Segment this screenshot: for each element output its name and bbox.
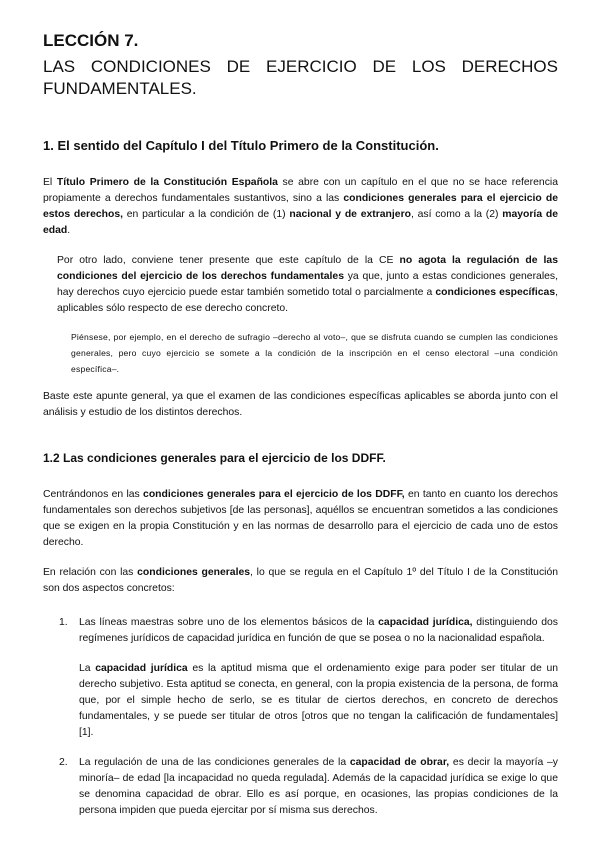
list-item-number: 2. — [59, 757, 68, 768]
conditions-list — [43, 615, 558, 819]
lesson-title: LAS CONDICIONES DE EJERCICIO DE LOS DERECHOS FUNDAMENTALES. — [43, 57, 558, 98]
lesson-number: LECCIÓN 7. — [43, 31, 139, 50]
list-item — [43, 755, 558, 819]
list-item-number: 1. — [59, 617, 68, 628]
section-1-heading: 1. El sentido del Capítulo I del Título Primero de la Constitución. — [43, 138, 439, 153]
list-item-text: Las líneas maestras sobre uno de los elementos básicos de la capacidad jurídica, distinguiendo dos regímenes jurídicos de capacidad jurídica en función de que se posea o no la nacionalidad española. — [79, 617, 558, 644]
section-1-example-note: Piénsese, por ejemplo, en el derecho de sufragio –derecho al voto–, que se disfruta cuando se cumplen las condiciones generales, pero cuyo ejercicio se somete a la condición de la inscripción en el censo electoral –una condición específica–. — [71, 332, 558, 374]
list-item-text: La regulación de una de las condiciones generales de la capacidad de obrar, es decir la mayoría –y minoría– de edad [la incapacidad no queda regulada]. Además de la capacidad jurídica se exige lo que se denomina capacidad de obrar. Ello es así porque, en ocasiones, las propias condiciones de la persona impiden que pueda ejercitar por sí misma sus derechos. — [79, 757, 558, 816]
section-2-heading: 1.2 Las condiciones generales para el ejercicio de los DDFF. — [43, 451, 386, 465]
section-1-paragraph-2: Por otro lado, conviene tener presente que este capítulo de la CE no agota la regulación de las condiciones del ejercicio de los derechos fundamentales ya que, junto a estas condiciones generales, hay derechos cuyo ejercicio puede estar también sometido total o parcialmente a condiciones específicas, aplicables sólo respecto de ese derecho concreto. — [57, 255, 558, 314]
section-1-paragraph-1: El Título Primero de la Constitución Española se abre con un capítulo en el que no se hace referencia propiamente a derechos fundamentales sustantivos, sino a las condiciones generales para el ejercicio de estos derechos, en particular a la condición de (1) nacional y de extranjero, así como a la (2) mayoría de edad. — [43, 177, 558, 236]
section-1-paragraph-3: Baste este apunte general, ya que el examen de las condiciones específicas aplicables se aborda junto con el análisis y estudio de los distintos derechos. — [43, 391, 558, 418]
section-2-paragraph-2: En relación con las condiciones generales, lo que se regula en el Capítulo 1º del Título I de la Constitución son dos aspectos concretos: — [43, 567, 559, 594]
list-item — [43, 615, 558, 741]
section-2-paragraph-1: Centrándonos en las condiciones generales para el ejercicio de los DDFF, en tanto en cuanto los derechos fundamentales son derechos subjetivos [de las personas], aquéllos se encuentran sometidos a las condiciones que se exigen en la propia Constitución y en las normas de desarrollo para el ejercicio de cada uno de estos derecho. — [43, 489, 558, 548]
list-item-subparagraph: La capacidad jurídica es la aptitud misma que el ordenamiento exige para poder ser titular de un derecho subjetivo. Esta aptitud se conecta, en general, con la propia existencia de la persona, de forma que, por el simple hecho de serlo, se es titular de ciertos derechos, en concreto de derechos fundamentales, y se puede ser titular de otros [otros que no tengan la calificación de fundamentales] [1]. — [79, 663, 559, 738]
